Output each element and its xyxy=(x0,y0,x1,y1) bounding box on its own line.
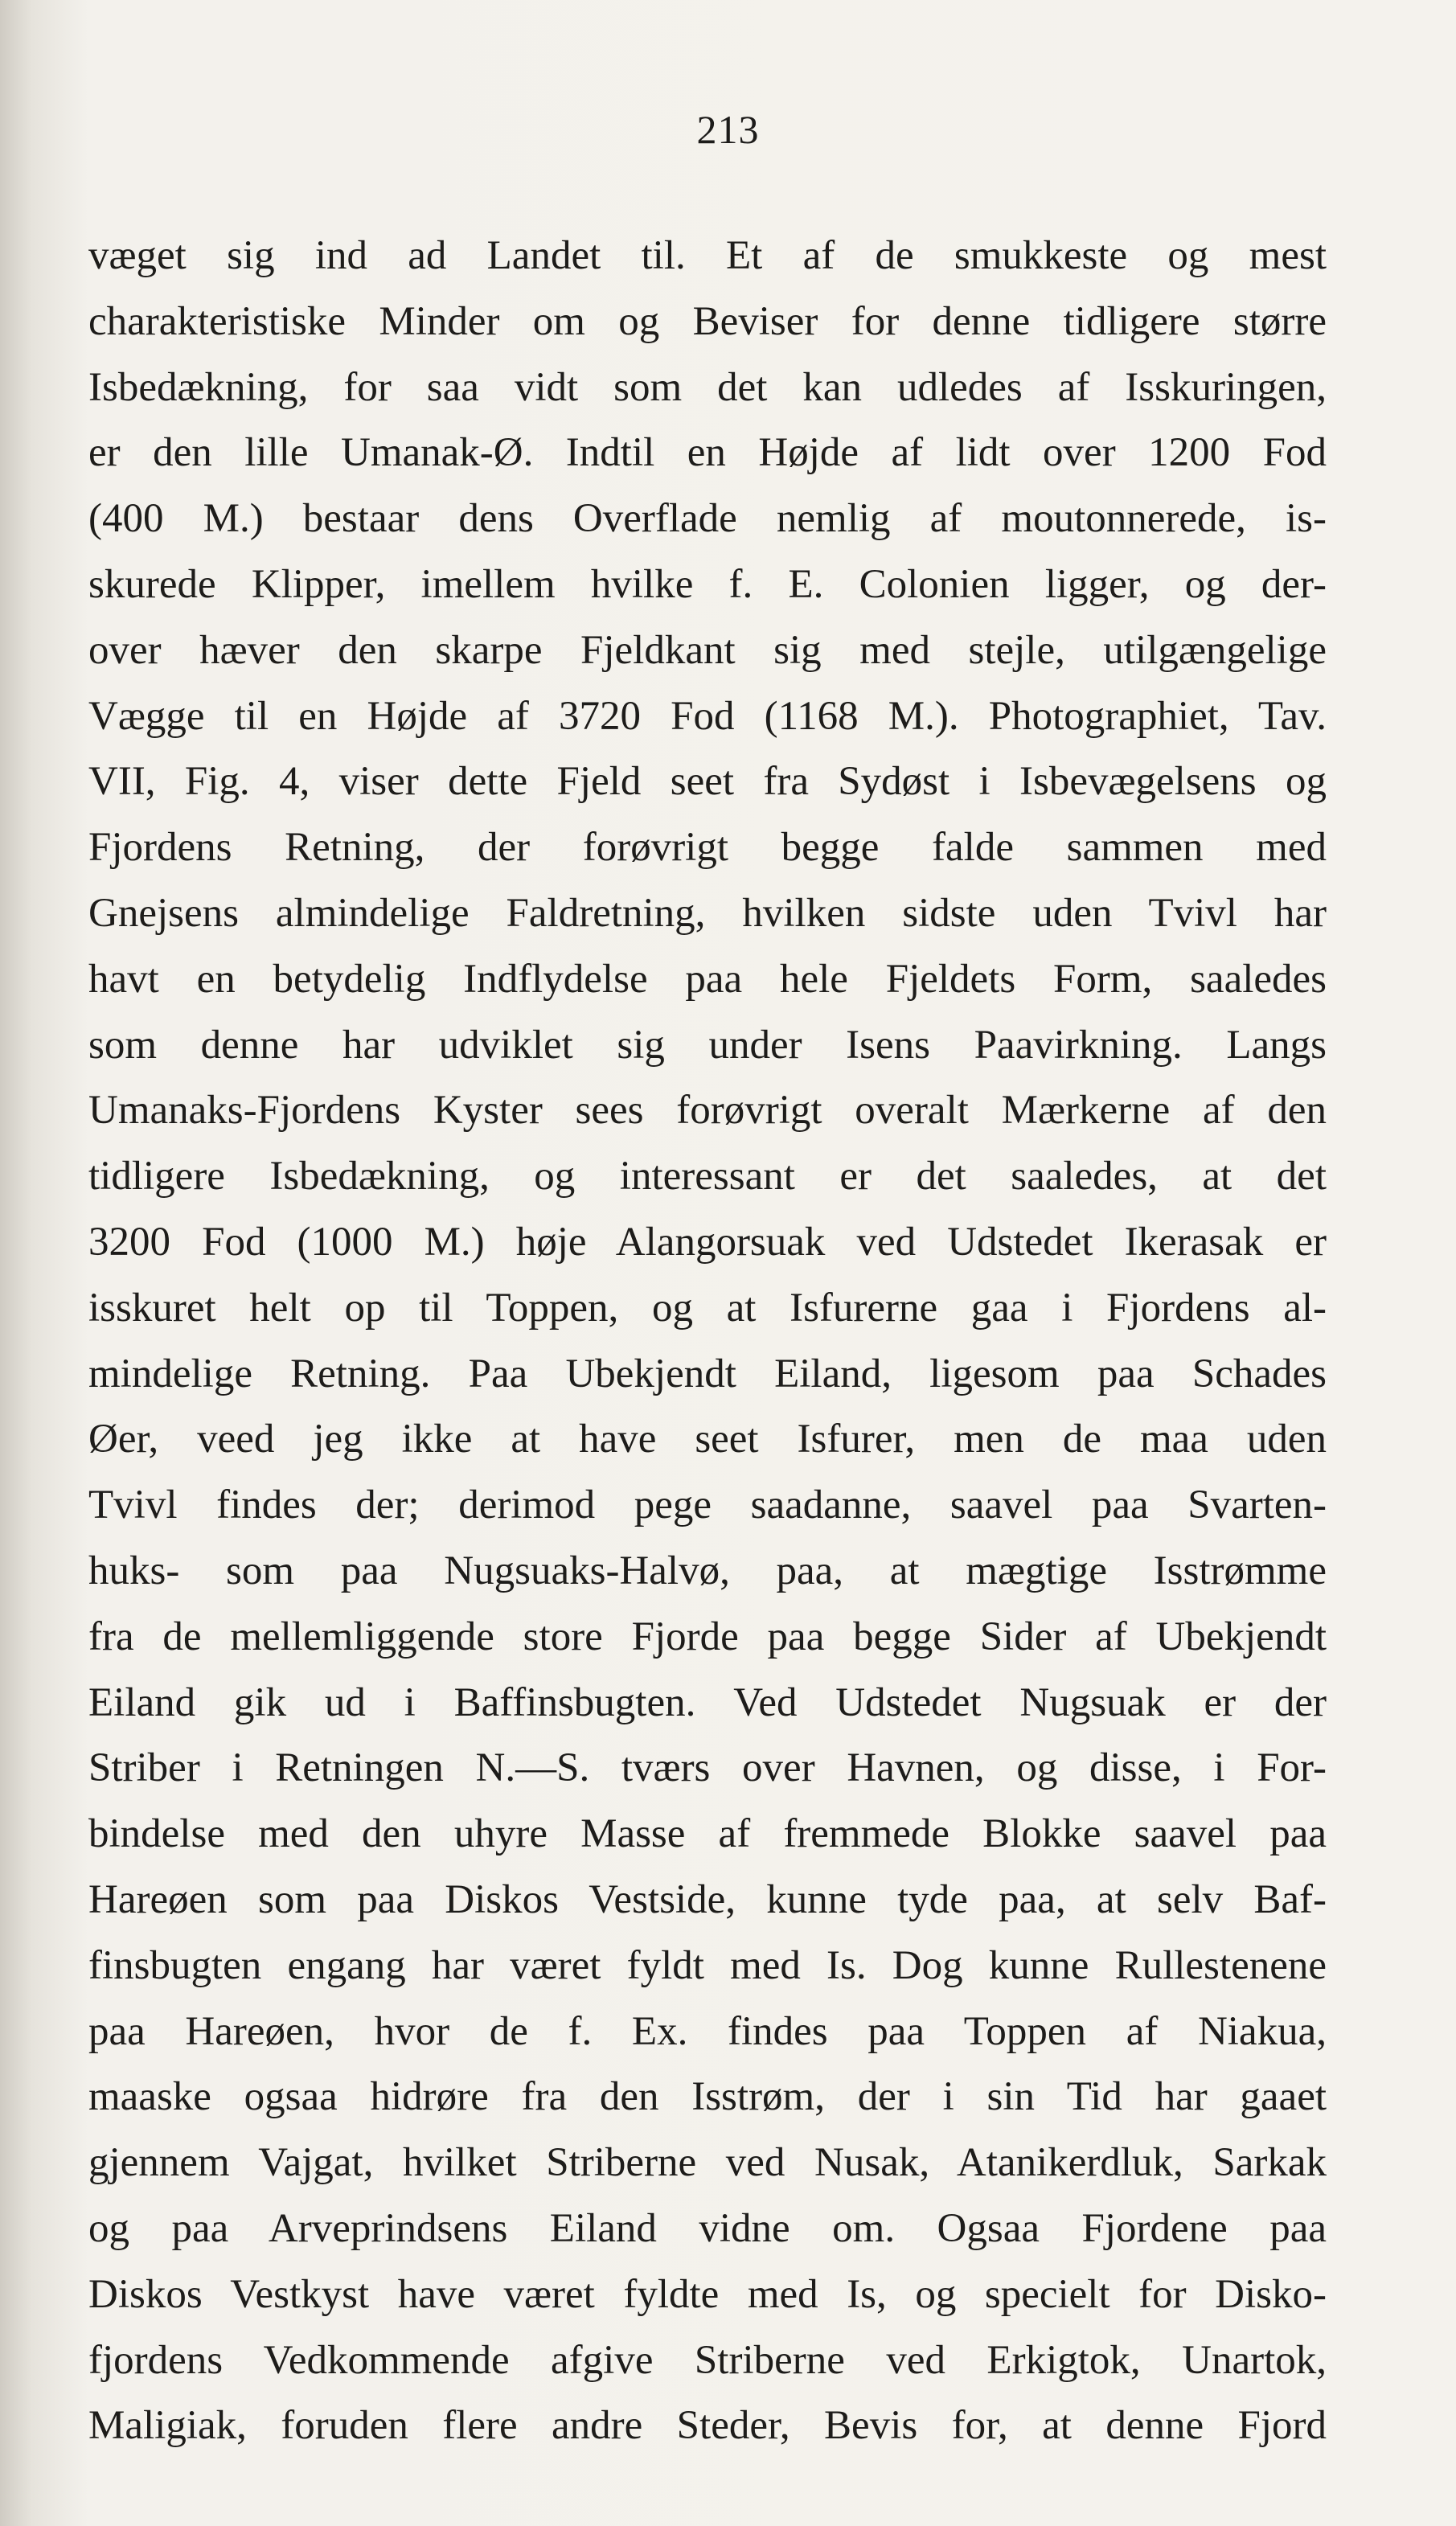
text-line: er den lille Umanak-Ø. Indtil en Højde af lidt over 1200 Fod xyxy=(88,430,1327,476)
text-line: Eiland gik ud i Baffinsbugten. Ved Udstedet Nugsuak er der xyxy=(88,1679,1327,1725)
text-line: fjordens Vedkommende afgive Striberne ved Erkigtok, Unartok, xyxy=(88,2337,1327,2383)
text-line: mindelige Retning. Paa Ubekjendt Eiland, ligesom paa Schades xyxy=(88,1351,1327,1396)
text-line: Gnejsens almindelige Faldretning, hvilken sidste uden Tvivl har xyxy=(88,890,1327,936)
text-line: isskuret helt op til Toppen, og at Isfurerne gaa i Fjordens al- xyxy=(88,1285,1327,1331)
text-line: tidligere Isbedækning, og interessant er det saaledes, at det xyxy=(88,1154,1327,1199)
text-line: finsbugten engang har været fyldt med Is. Dog kunne Rullestenene xyxy=(88,1942,1327,1988)
text-line: 3200 Fod (1000 M.) høje Alangorsuak ved Udstedet Ikerasak er xyxy=(88,1219,1327,1265)
text-line: Vægge til en Højde af 3720 Fod (1168 M.). Photographiet, Tav. xyxy=(88,693,1327,739)
text-line: og paa Arveprindsens Eiland vidne om. Ogsaa Fjordene paa xyxy=(88,2205,1327,2251)
text-line: charakteristiske Minder om og Beviser for denne tidligere større xyxy=(88,298,1327,344)
text-line: (400 M.) bestaar dens Overflade nemlig af moutonnerede, is- xyxy=(88,496,1327,542)
text-line: huks- som paa Nugsuaks-Halvø, paa, at mægtige Isstrømme xyxy=(88,1548,1327,1593)
text-line: Striber i Retningen N.—S. tværs over Havnen, og disse, i For- xyxy=(88,1745,1327,1791)
text-line: Umanaks-Fjordens Kyster sees forøvrigt overalt Mærkerne af den xyxy=(88,1088,1327,1134)
text-line: Øer, veed jeg ikke at have seet Isfurer, men de maa uden xyxy=(88,1417,1327,1462)
text-line: Fjordens Retning, der forøvrigt begge falde sammen med xyxy=(88,825,1327,871)
text-line: Tvivl findes der; derimod pege saadanne, saavel paa Svarten- xyxy=(88,1482,1327,1528)
text-line: Hareøen som paa Diskos Vestside, kunne tyde paa, at selv Baf- xyxy=(88,1876,1327,1922)
text-line: Diskos Vestkyst have været fyldte med Is, og specielt for Disko- xyxy=(88,2271,1327,2317)
text-line: Isbedækning, for saa vidt som det kan udledes af Isskuringen, xyxy=(88,364,1327,410)
text-line: skurede Klipper, imellem hvilke f. E. Colonien ligger, og der- xyxy=(88,561,1327,607)
text-line: VII, Fig. 4, viser dette Fjeld seet fra Sydøst i Isbevægelsens og xyxy=(88,759,1327,805)
text-line: bindelse med den uhyre Masse af fremmede Blokke saavel paa xyxy=(88,1811,1327,1857)
body-text xyxy=(88,223,1327,2459)
text-line: gjennem Vajgat, hvilket Striberne ved Nusak, Atanikerdluk, Sarkak xyxy=(88,2140,1327,2186)
text-line: som denne har udviklet sig under Isens Paavirkning. Langs xyxy=(88,1022,1327,1068)
text-line: havt en betydelig Indflydelse paa hele Fjeldets Form, saaledes xyxy=(88,956,1327,1002)
page-number: 213 xyxy=(696,107,760,152)
text-line: væget sig ind ad Landet til. Et af de smukkeste og mest xyxy=(88,233,1327,278)
text-line: maaske ogsaa hidrøre fra den Isstrøm, der i sin Tid har gaaet xyxy=(88,2074,1327,2120)
text-line: paa Hareøen, hvor de f. Ex. findes paa Toppen af Niakua, xyxy=(88,2008,1327,2054)
text-line: fra de mellemliggende store Fjorde paa begge Sider af Ubekjendt xyxy=(88,1614,1327,1659)
text-line: Maligiak, foruden flere andre Steder, Bevis for, at denne Fjord xyxy=(88,2403,1327,2449)
text-line: over hæver den skarpe Fjeldkant sig med stejle, utilgængelige xyxy=(88,627,1327,673)
